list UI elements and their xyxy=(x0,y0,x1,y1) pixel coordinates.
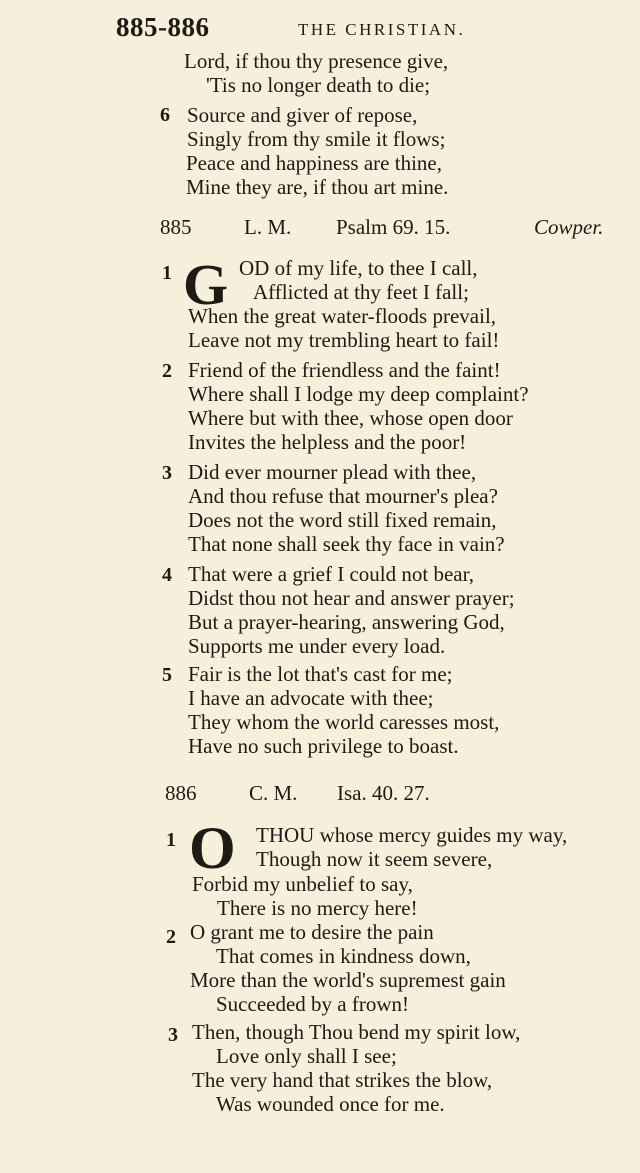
verse-line: That comes in kindness down, xyxy=(216,944,471,968)
verse-line: Peace and happiness are thine, xyxy=(186,151,442,175)
page-range: 885-886 xyxy=(116,12,210,42)
verse-line: Did ever mourner plead with thee, xyxy=(188,460,477,484)
verse-line: Leave not my trembling heart to fail! xyxy=(188,328,500,352)
scripture-reference: Isa. 40. 27. xyxy=(337,781,430,805)
verse-line: Invites the helpless and the poor! xyxy=(188,430,467,454)
verse-line: Didst thou not hear and answer prayer; xyxy=(188,586,515,610)
verse-line: O grant me to desire the pain xyxy=(190,920,434,944)
stanza-number: 4 xyxy=(162,564,172,586)
stanza-number: 2 xyxy=(162,360,172,382)
verse-line: The very hand that strikes the blow, xyxy=(192,1068,493,1092)
stanza-number: 2 xyxy=(166,926,176,948)
verse-line: Though now it seem severe, xyxy=(256,847,493,871)
verse-line: And thou refuse that mourner's plea? xyxy=(188,484,498,508)
verse-line: Where but with thee, whose open door xyxy=(188,406,513,430)
verse-line: I have an advocate with thee; xyxy=(188,686,434,710)
running-head xyxy=(116,12,616,46)
verse-line: Have no such privilege to boast. xyxy=(188,734,459,758)
hymn-author: Cowper. xyxy=(534,215,604,239)
hymn-number: 886 xyxy=(165,781,197,805)
verse-line: But a prayer-hearing, answering God, xyxy=(188,610,505,634)
running-title: THE CHRISTIAN. xyxy=(298,20,466,39)
verse-line: There is no mercy here! xyxy=(217,896,418,920)
verse-line: Supports me under every load. xyxy=(188,634,446,658)
verse-line: 'Tis no longer death to die; xyxy=(206,73,431,97)
verse-line: That none shall seek thy face in vain? xyxy=(188,532,505,556)
verse-line: Source and giver of repose, xyxy=(187,103,418,127)
verse-line: Does not the word still fixed remain, xyxy=(188,508,497,532)
verse-line: They whom the world caresses most, xyxy=(188,710,500,734)
drop-cap: G xyxy=(183,252,229,317)
stanza-number: 3 xyxy=(162,462,172,484)
hymn-number: 885 xyxy=(160,215,192,239)
hymn-header xyxy=(165,781,585,807)
verse-line: Succeeded by a frown! xyxy=(216,992,409,1016)
verse-line: Singly from thy smile it flows; xyxy=(187,127,446,151)
verse-line: That were a grief I could not bear, xyxy=(188,562,475,586)
verse-line: Afflicted at thy feet I fall; xyxy=(253,280,469,304)
verse-line: Was wounded once for me. xyxy=(216,1092,445,1116)
verse-line: When the great water-floods prevail, xyxy=(188,304,497,328)
verse-line: Where shall I lodge my deep complaint? xyxy=(188,382,529,406)
stanza-number: 6 xyxy=(160,104,170,126)
stanza-number: 1 xyxy=(166,829,176,851)
verse-line: Fair is the lot that's cast for me; xyxy=(188,662,453,686)
stanza-number: 5 xyxy=(162,664,172,686)
verse-line: Lord, if thou thy presence give, xyxy=(184,49,449,73)
stanza-number: 1 xyxy=(162,262,172,284)
verse-line: THOU whose mercy guides my way, xyxy=(256,823,568,847)
verse-line: More than the world's supremest gain xyxy=(190,968,506,992)
stanza-number: 3 xyxy=(168,1024,178,1046)
verse-line: Forbid my unbelief to say, xyxy=(192,872,413,896)
verse-line: OD of my life, to thee I call, xyxy=(239,256,478,280)
verse-line: Mine they are, if thou art mine. xyxy=(186,175,449,199)
hymn-header xyxy=(160,215,630,241)
scripture-reference: Psalm 69. 15. xyxy=(336,215,451,239)
verse-line: Then, though Thou bend my spirit low, xyxy=(192,1020,521,1044)
drop-cap: O xyxy=(189,815,236,881)
hymn-meter: C. M. xyxy=(249,781,298,805)
verse-line: Friend of the friendless and the faint! xyxy=(188,358,501,382)
hymn-meter: L. M. xyxy=(244,215,292,239)
verse-line: Love only shall I see; xyxy=(216,1044,397,1068)
